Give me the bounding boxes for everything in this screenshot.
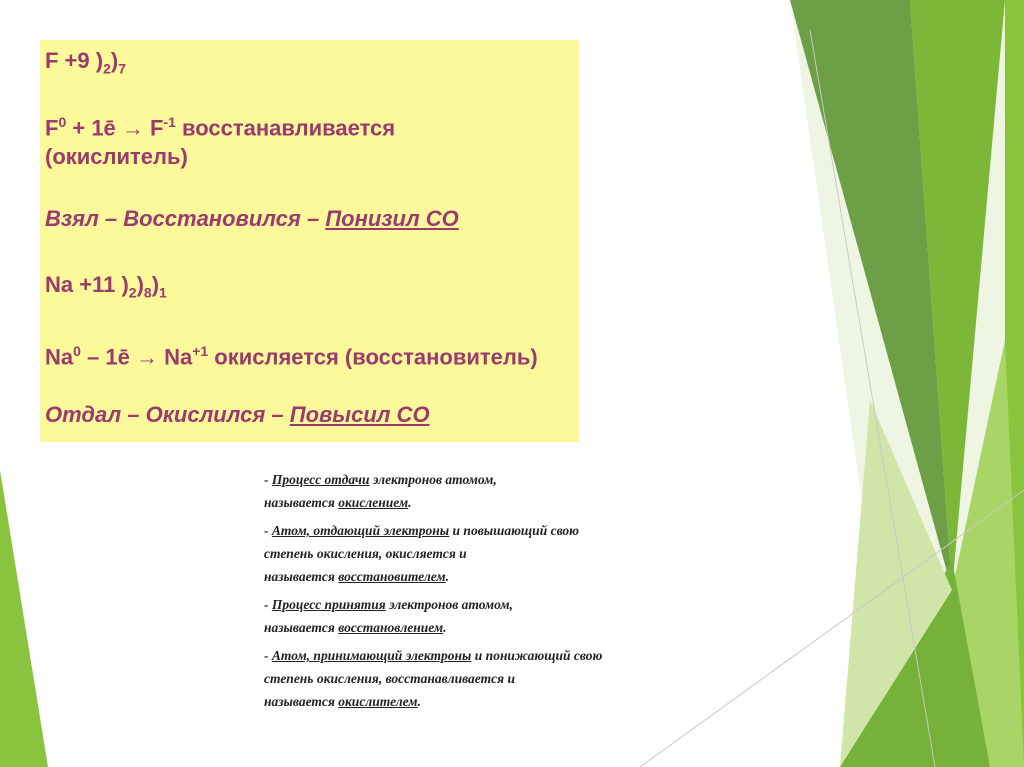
decor-left-green-shape xyxy=(0,470,48,767)
took-reduced-rule: Взял – Восстановился – Понизил СО xyxy=(45,206,459,231)
definition-oxidation-line1: - Процесс отдачи электронов атомом, xyxy=(264,472,497,487)
definition-oxidizer-line3: называется окислителем. xyxy=(264,694,421,709)
definition-reducer-line3: называется восстановителем. xyxy=(264,569,450,584)
definition-reduction-line1: - Процесс принятия электронов атомом, xyxy=(264,597,514,612)
definitions-list xyxy=(264,468,744,713)
definition-reducer-line2: степень окисления, окисляется и xyxy=(264,546,467,561)
fluorine-electron-config: F +9 )$_2)_7$ xyxy=(45,48,126,77)
definition-oxidizer-line1: - Атом, принимающий электроны и понижающий свою xyxy=(264,648,603,663)
chemistry-notes-box xyxy=(40,40,579,442)
definition-reducer-line1: - Атом, отдающий электроны и повышающий свою xyxy=(264,523,580,538)
definition-oxidizer-line2: степень окисления, восстанавливается и xyxy=(264,671,515,686)
oxidizer-label: (окислитель) xyxy=(45,144,188,169)
sodium-electron-config: Na +11 )$_2)_8)_1$ xyxy=(45,272,167,301)
definition-oxidation-line2: называется окислением. xyxy=(264,495,412,510)
sodium-oxidation-equation: Na$^0$ – 1ē → $Na^{+1}$ окисляется (восстановитель) xyxy=(45,343,538,370)
definition-reduction-line2: называется восстановлением. xyxy=(264,620,447,635)
fluorine-reduction-equation: $F^0$ + 1ē → $F^{-1}$ восстанавливается xyxy=(45,114,396,141)
gave-oxidized-rule: Отдал – Окислился – Повысил СО xyxy=(45,402,430,427)
